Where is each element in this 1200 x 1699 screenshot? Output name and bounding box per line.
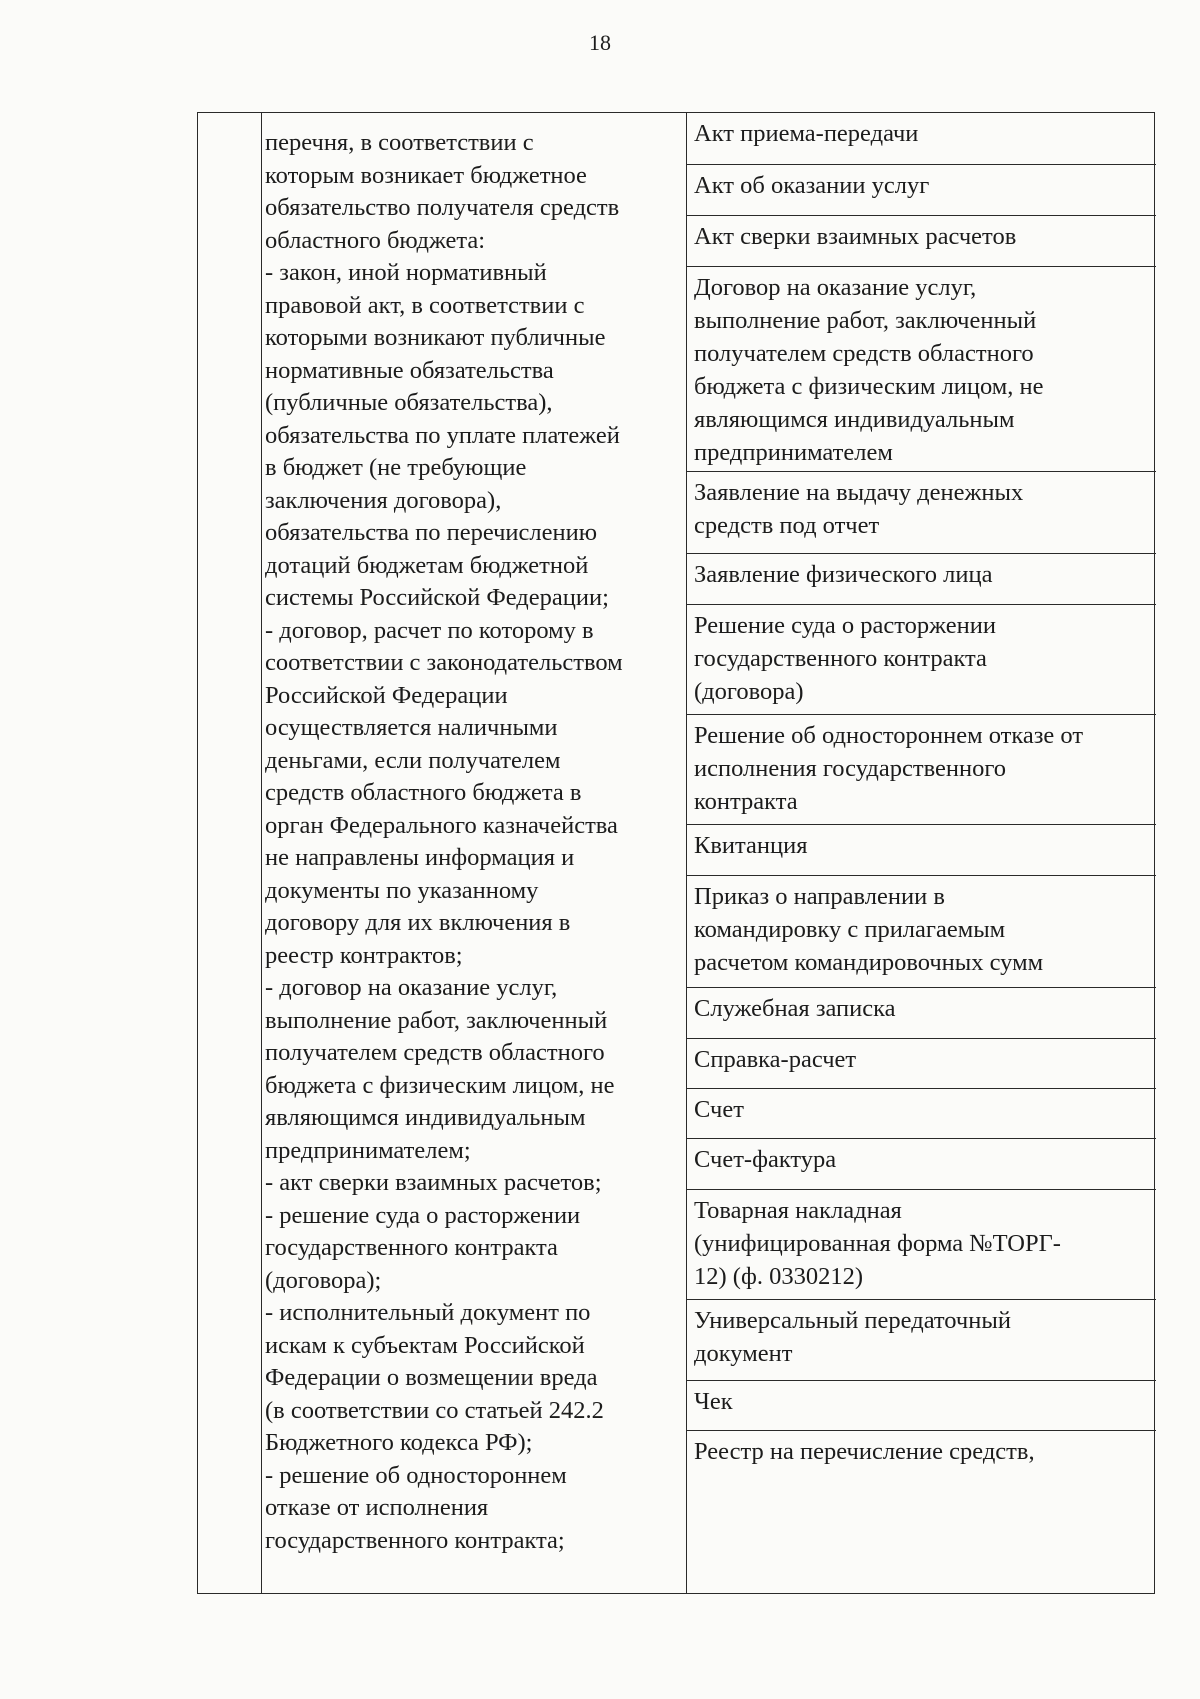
text-line: средств областного бюджета в: [265, 779, 582, 806]
text-line: не направлены информация и: [265, 844, 575, 871]
document-type-line: средств под отчет: [694, 512, 880, 539]
text-line: которым возникает бюджетное: [265, 161, 587, 189]
document-type-row: [687, 472, 1156, 554]
document-type-row: [687, 715, 1156, 825]
text-line: обязательства по перечислению: [265, 519, 598, 546]
document-type-row: [687, 876, 1156, 988]
text-line: Российской Федерации: [265, 681, 508, 709]
document-type-row: [687, 1039, 1156, 1089]
document-type-line: контракта: [694, 788, 798, 815]
text-line: - решение суда о расторжении: [265, 1201, 581, 1229]
text-line: осуществляется наличными: [265, 714, 558, 741]
page-number: 18: [589, 30, 611, 55]
document-type-row: [687, 1089, 1156, 1139]
document-type-line: Чек: [694, 1388, 733, 1415]
document-type-line: 12) (ф. 0330212): [694, 1263, 863, 1290]
document-type-row: [687, 554, 1156, 605]
text-line: (в соответствии со статьей 242.2: [265, 1396, 604, 1424]
document-type-line: расчетом командировочных сумм: [694, 949, 1044, 976]
document-type-row: [687, 267, 1156, 472]
document-type-line: Решение суда о расторжении: [694, 612, 996, 639]
text-line: орган Федерального казначейства: [265, 811, 618, 839]
text-line: Бюджетного кодекса РФ);: [265, 1429, 533, 1456]
text-line: - исполнительный документ по: [265, 1299, 591, 1326]
text-line: обязательство получателя средств: [265, 194, 620, 221]
document-type-line: Акт об оказании услуг: [694, 172, 930, 199]
text-line: искам к субъектам Российской: [265, 1331, 585, 1359]
document-type-line: государственного контракта: [694, 645, 987, 672]
text-line: системы Российской Федерации;: [265, 584, 609, 611]
text-line: документы по указанному: [265, 876, 539, 904]
document-type-row: [687, 1431, 1156, 1508]
document-type-row: [687, 1381, 1156, 1431]
document-type-line: Универсальный передаточный: [694, 1307, 1011, 1334]
basis-documents-cell: [265, 127, 685, 1557]
document-type-line: Товарная накладная: [694, 1197, 902, 1224]
document-type-line: получателем средств областного: [694, 340, 1034, 367]
document-type-line: командировку с прилагаемым: [694, 916, 1006, 943]
document-type-line: Решение об одностороннем отказе от: [694, 722, 1084, 749]
text-line: договору для их включения в: [265, 909, 571, 936]
document-type-line: документ: [694, 1340, 793, 1367]
text-line: бюджета с физическим лицом, не: [265, 1071, 615, 1099]
text-line: - договор на оказание услуг,: [265, 974, 558, 1001]
document-type-line: выполнение работ, заключенный: [694, 307, 1037, 334]
text-line: государственного контракта;: [265, 1526, 565, 1554]
document-type-line: (договора): [694, 678, 804, 705]
document-type-row: [687, 825, 1156, 876]
document-type-line: являющимся индивидуальным: [694, 406, 1015, 433]
text-line: отказе от исполнения: [265, 1494, 489, 1521]
document-table: [197, 112, 1155, 1594]
text-line: (договора);: [265, 1266, 382, 1294]
text-line: областного бюджета:: [265, 226, 486, 254]
text-line: дотаций бюджетам бюджетной: [265, 551, 589, 579]
text-line: правовой акт, в соответствии с: [265, 291, 585, 319]
document-type-row: [687, 605, 1156, 715]
document-type-row: [687, 1139, 1156, 1190]
text-line: нормативные обязательства: [265, 356, 554, 384]
text-line: - договор, расчет по которому в: [265, 616, 594, 644]
document-type-line: бюджета с физическим лицом, не: [694, 373, 1044, 400]
text-line: получателем средств областного: [265, 1039, 605, 1066]
document-type-line: Служебная записка: [694, 995, 896, 1022]
column-divider-left: [261, 113, 262, 1593]
document-type-line: Приказ о направлении в: [694, 883, 945, 910]
text-line: соответствии с законодательством: [265, 649, 623, 676]
document-type-line: (унифицированная форма №ТОРГ-: [694, 1230, 1061, 1257]
text-line: Федерации о возмещении вреда: [265, 1364, 598, 1391]
text-line: которыми возникают публичные: [265, 324, 606, 351]
document-type-line: исполнения государственного: [694, 755, 1007, 782]
document-type-line: Акт сверки взаимных расчетов: [694, 223, 1017, 250]
document-type-line: Справка-расчет: [694, 1046, 857, 1073]
text-line: обязательства по уплате платежей: [265, 421, 620, 449]
document-type-line: Акт приема-передачи: [694, 120, 919, 147]
document-type-row: [687, 165, 1156, 216]
text-line: - закон, иной нормативный: [265, 259, 547, 286]
text-line: государственного контракта: [265, 1234, 558, 1261]
document-type-row: [687, 216, 1156, 267]
document-type-line: Договор на оказание услуг,: [694, 274, 977, 301]
text-line: (публичные обязательства),: [265, 389, 553, 416]
text-line: реестр контрактов;: [265, 941, 463, 969]
text-line: деньгами, если получателем: [265, 746, 561, 774]
document-type-row: [687, 1190, 1156, 1300]
text-line: - акт сверки взаимных расчетов;: [265, 1169, 602, 1196]
text-line: заключения договора),: [265, 486, 502, 514]
document-type-line: Счет: [694, 1096, 744, 1123]
document-type-line: Заявление физического лица: [694, 561, 993, 588]
document-type-row: [687, 1300, 1156, 1381]
document-type-row: [687, 988, 1156, 1039]
document-type-line: Заявление на выдачу денежных: [694, 479, 1024, 506]
document-type-line: Счет-фактура: [694, 1146, 837, 1173]
text-line: предпринимателем;: [265, 1136, 471, 1164]
text-line: в бюджет (не требующие: [265, 454, 527, 481]
document-type-line: Реестр на перечисление средств,: [694, 1438, 1035, 1465]
text-line: выполнение работ, заключенный: [265, 1006, 608, 1034]
text-line: перечня, в соответствии с: [265, 129, 534, 156]
document-type-line: предпринимателем: [694, 439, 893, 466]
document-type-line: Квитанция: [694, 832, 808, 859]
text-line: - решение об одностороннем: [265, 1461, 567, 1489]
text-line: являющимся индивидуальным: [265, 1104, 586, 1131]
document-type-row: [687, 113, 1156, 165]
